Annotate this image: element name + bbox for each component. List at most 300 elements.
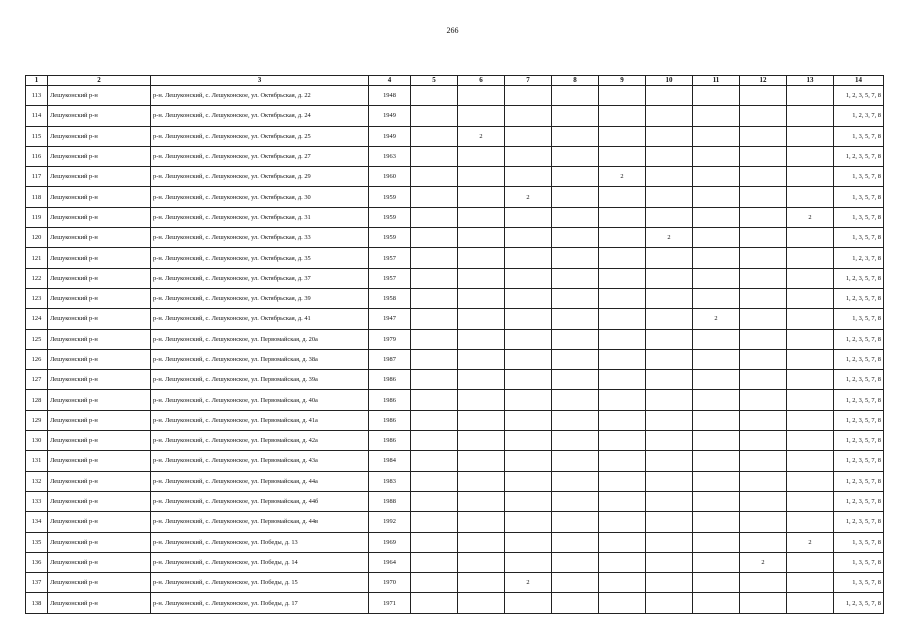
- row-number-cell: 138: [26, 593, 48, 613]
- header-cell: 4: [369, 76, 411, 86]
- mark-cell: [411, 228, 458, 248]
- mark-cell: [646, 248, 693, 268]
- mark-cell: [599, 349, 646, 369]
- mark-cell: 2: [787, 532, 834, 552]
- mark-cell: [599, 329, 646, 349]
- codes-cell: 1, 3, 5, 7, 8: [834, 187, 884, 207]
- address-cell: р-н. Лешуконский, с. Лешуконское, ул. Октябрьская, д. 25: [151, 126, 369, 146]
- address-cell: р-н. Лешуконский, с. Лешуконское, ул. Октябрьская, д. 29: [151, 167, 369, 187]
- mark-cell: [505, 86, 552, 106]
- mark-cell: [458, 532, 505, 552]
- mark-cell: [646, 471, 693, 491]
- district-cell: Лешуконский р-н: [48, 532, 151, 552]
- mark-cell: [646, 268, 693, 288]
- mark-cell: [552, 228, 599, 248]
- mark-cell: [458, 593, 505, 613]
- codes-cell: 1, 3, 5, 7, 8: [834, 309, 884, 329]
- district-cell: Лешуконский р-н: [48, 410, 151, 430]
- mark-cell: 2: [505, 573, 552, 593]
- row-number-cell: 116: [26, 146, 48, 166]
- mark-cell: [787, 349, 834, 369]
- district-cell: Лешуконский р-н: [48, 512, 151, 532]
- mark-cell: [646, 593, 693, 613]
- mark-cell: [458, 390, 505, 410]
- mark-cell: [411, 390, 458, 410]
- mark-cell: [646, 431, 693, 451]
- mark-cell: [646, 309, 693, 329]
- mark-cell: [411, 471, 458, 491]
- mark-cell: [552, 167, 599, 187]
- mark-cell: [411, 187, 458, 207]
- codes-cell: 1, 2, 3, 5, 7, 8: [834, 431, 884, 451]
- mark-cell: [411, 552, 458, 572]
- mark-cell: [740, 431, 787, 451]
- mark-cell: [599, 491, 646, 511]
- codes-cell: 1, 2, 3, 5, 7, 8: [834, 370, 884, 390]
- mark-cell: [411, 268, 458, 288]
- mark-cell: [693, 288, 740, 308]
- address-cell: р-н. Лешуконский, с. Лешуконское, ул. Первомайская, д. 44б: [151, 491, 369, 511]
- mark-cell: [458, 431, 505, 451]
- mark-cell: [740, 349, 787, 369]
- year-cell: 1949: [369, 126, 411, 146]
- mark-cell: [552, 288, 599, 308]
- mark-cell: [599, 86, 646, 106]
- row-number-cell: 129: [26, 410, 48, 430]
- mark-cell: [599, 451, 646, 471]
- mark-cell: [505, 207, 552, 227]
- mark-cell: [505, 288, 552, 308]
- building-registry-table: [25, 75, 884, 614]
- mark-cell: [646, 146, 693, 166]
- codes-cell: 1, 2, 3, 7, 8: [834, 248, 884, 268]
- year-cell: 1959: [369, 187, 411, 207]
- mark-cell: [411, 532, 458, 552]
- address-cell: р-н. Лешуконский, с. Лешуконское, ул. Октябрьская, д. 35: [151, 248, 369, 268]
- address-cell: р-н. Лешуконский, с. Лешуконское, ул. Первомайская, д. 40а: [151, 390, 369, 410]
- codes-cell: 1, 3, 5, 7, 8: [834, 126, 884, 146]
- year-cell: 1979: [369, 329, 411, 349]
- table-row: [26, 370, 884, 390]
- mark-cell: [787, 309, 834, 329]
- mark-cell: [505, 349, 552, 369]
- mark-cell: [505, 491, 552, 511]
- mark-cell: [505, 410, 552, 430]
- mark-cell: [787, 268, 834, 288]
- mark-cell: 2: [646, 228, 693, 248]
- mark-cell: [740, 228, 787, 248]
- header-row: [26, 76, 884, 86]
- mark-cell: [505, 512, 552, 532]
- mark-cell: [646, 573, 693, 593]
- mark-cell: [552, 512, 599, 532]
- address-cell: р-н. Лешуконский, с. Лешуконское, ул. Первомайская, д. 41а: [151, 410, 369, 430]
- mark-cell: [458, 207, 505, 227]
- mark-cell: [599, 309, 646, 329]
- mark-cell: [505, 126, 552, 146]
- mark-cell: [787, 126, 834, 146]
- mark-cell: [693, 349, 740, 369]
- mark-cell: [411, 573, 458, 593]
- codes-cell: 1, 2, 3, 5, 7, 8: [834, 268, 884, 288]
- mark-cell: [693, 167, 740, 187]
- year-cell: 1986: [369, 431, 411, 451]
- year-cell: 1959: [369, 207, 411, 227]
- mark-cell: [552, 106, 599, 126]
- header-cell: 10: [646, 76, 693, 86]
- year-cell: 1986: [369, 370, 411, 390]
- year-cell: 1969: [369, 532, 411, 552]
- mark-cell: [411, 106, 458, 126]
- header-cell: 3: [151, 76, 369, 86]
- mark-cell: [458, 491, 505, 511]
- year-cell: 1984: [369, 451, 411, 471]
- row-number-cell: 115: [26, 126, 48, 146]
- mark-cell: [646, 167, 693, 187]
- mark-cell: [646, 410, 693, 430]
- mark-cell: 2: [787, 207, 834, 227]
- mark-cell: [693, 248, 740, 268]
- mark-cell: [505, 370, 552, 390]
- table-row: [26, 431, 884, 451]
- table-row: [26, 349, 884, 369]
- row-number-cell: 127: [26, 370, 48, 390]
- mark-cell: [740, 309, 787, 329]
- mark-cell: [740, 126, 787, 146]
- year-cell: 1986: [369, 390, 411, 410]
- mark-cell: [411, 207, 458, 227]
- district-cell: Лешуконский р-н: [48, 491, 151, 511]
- year-cell: 1986: [369, 410, 411, 430]
- row-number-cell: 124: [26, 309, 48, 329]
- table-row: [26, 167, 884, 187]
- mark-cell: [411, 126, 458, 146]
- table-row: [26, 187, 884, 207]
- district-cell: Лешуконский р-н: [48, 451, 151, 471]
- table-body: [26, 86, 884, 614]
- mark-cell: [505, 431, 552, 451]
- header-cell: 2: [48, 76, 151, 86]
- mark-cell: [787, 451, 834, 471]
- codes-cell: 1, 2, 3, 7, 8: [834, 106, 884, 126]
- mark-cell: [693, 207, 740, 227]
- mark-cell: [646, 288, 693, 308]
- row-number-cell: 114: [26, 106, 48, 126]
- mark-cell: [646, 512, 693, 532]
- row-number-cell: 121: [26, 248, 48, 268]
- mark-cell: [552, 309, 599, 329]
- mark-cell: [505, 593, 552, 613]
- codes-cell: 1, 3, 5, 7, 8: [834, 207, 884, 227]
- table-row: [26, 512, 884, 532]
- mark-cell: [505, 552, 552, 572]
- row-number-cell: 134: [26, 512, 48, 532]
- mark-cell: [599, 268, 646, 288]
- mark-cell: [505, 248, 552, 268]
- mark-cell: [787, 248, 834, 268]
- mark-cell: [693, 573, 740, 593]
- mark-cell: [599, 187, 646, 207]
- mark-cell: [599, 512, 646, 532]
- mark-cell: [787, 431, 834, 451]
- row-number-cell: 119: [26, 207, 48, 227]
- mark-cell: [646, 451, 693, 471]
- mark-cell: [740, 471, 787, 491]
- mark-cell: [552, 86, 599, 106]
- year-cell: 1957: [369, 268, 411, 288]
- mark-cell: [740, 532, 787, 552]
- mark-cell: [411, 410, 458, 430]
- address-cell: р-н. Лешуконский, с. Лешуконское, ул. Победы, д. 13: [151, 532, 369, 552]
- codes-cell: 1, 2, 3, 5, 7, 8: [834, 329, 884, 349]
- mark-cell: [787, 552, 834, 572]
- table-row: [26, 207, 884, 227]
- mark-cell: [740, 512, 787, 532]
- year-cell: 1958: [369, 288, 411, 308]
- mark-cell: [646, 552, 693, 572]
- mark-cell: [552, 431, 599, 451]
- codes-cell: 1, 2, 3, 5, 7, 8: [834, 451, 884, 471]
- mark-cell: [787, 471, 834, 491]
- district-cell: Лешуконский р-н: [48, 228, 151, 248]
- district-cell: Лешуконский р-н: [48, 390, 151, 410]
- mark-cell: [787, 86, 834, 106]
- header-cell: 9: [599, 76, 646, 86]
- codes-cell: 1, 2, 3, 5, 7, 8: [834, 349, 884, 369]
- table-row: [26, 471, 884, 491]
- header-cell: 8: [552, 76, 599, 86]
- district-cell: Лешуконский р-н: [48, 106, 151, 126]
- mark-cell: [552, 573, 599, 593]
- table-row: [26, 593, 884, 613]
- mark-cell: [646, 207, 693, 227]
- mark-cell: [693, 329, 740, 349]
- mark-cell: [505, 329, 552, 349]
- mark-cell: [552, 207, 599, 227]
- table-row: [26, 228, 884, 248]
- address-cell: р-н. Лешуконский, с. Лешуконское, ул. Первомайская, д. 38а: [151, 349, 369, 369]
- mark-cell: [693, 431, 740, 451]
- mark-cell: [740, 491, 787, 511]
- row-number-cell: 117: [26, 167, 48, 187]
- mark-cell: [458, 512, 505, 532]
- table-row: [26, 126, 884, 146]
- table-row: [26, 573, 884, 593]
- mark-cell: [458, 349, 505, 369]
- address-cell: р-н. Лешуконский, с. Лешуконское, ул. Первомайская, д. 43а: [151, 451, 369, 471]
- mark-cell: [552, 146, 599, 166]
- table-row: [26, 532, 884, 552]
- mark-cell: 2: [740, 552, 787, 572]
- year-cell: 1988: [369, 491, 411, 511]
- row-number-cell: 113: [26, 86, 48, 106]
- mark-cell: [787, 410, 834, 430]
- mark-cell: [505, 167, 552, 187]
- mark-cell: [787, 288, 834, 308]
- district-cell: Лешуконский р-н: [48, 167, 151, 187]
- year-cell: 1957: [369, 248, 411, 268]
- address-cell: р-н. Лешуконский, с. Лешуконское, ул. Первомайская, д. 44а: [151, 471, 369, 491]
- mark-cell: [411, 491, 458, 511]
- header-cell: 12: [740, 76, 787, 86]
- mark-cell: [411, 512, 458, 532]
- mark-cell: [458, 248, 505, 268]
- mark-cell: [552, 349, 599, 369]
- year-cell: 1970: [369, 573, 411, 593]
- row-number-cell: 137: [26, 573, 48, 593]
- mark-cell: [458, 106, 505, 126]
- table-row: [26, 451, 884, 471]
- mark-cell: [787, 390, 834, 410]
- year-cell: 1987: [369, 349, 411, 369]
- row-number-cell: 125: [26, 329, 48, 349]
- year-cell: 1949: [369, 106, 411, 126]
- codes-cell: 1, 2, 3, 5, 7, 8: [834, 593, 884, 613]
- codes-cell: 1, 2, 3, 5, 7, 8: [834, 410, 884, 430]
- table-row: [26, 390, 884, 410]
- row-number-cell: 130: [26, 431, 48, 451]
- address-cell: р-н. Лешуконский, с. Лешуконское, ул. Октябрьская, д. 37: [151, 268, 369, 288]
- codes-cell: 1, 2, 3, 5, 7, 8: [834, 288, 884, 308]
- address-cell: р-н. Лешуконский, с. Лешуконское, ул. Октябрьская, д. 33: [151, 228, 369, 248]
- mark-cell: [411, 329, 458, 349]
- mark-cell: [411, 248, 458, 268]
- mark-cell: [787, 370, 834, 390]
- row-number-cell: 122: [26, 268, 48, 288]
- mark-cell: [411, 451, 458, 471]
- mark-cell: [693, 146, 740, 166]
- mark-cell: [693, 451, 740, 471]
- year-cell: 1963: [369, 146, 411, 166]
- mark-cell: [599, 207, 646, 227]
- mark-cell: [552, 268, 599, 288]
- mark-cell: [458, 228, 505, 248]
- mark-cell: [505, 309, 552, 329]
- table-row: [26, 106, 884, 126]
- year-cell: 1964: [369, 552, 411, 572]
- mark-cell: [693, 532, 740, 552]
- mark-cell: [458, 86, 505, 106]
- year-cell: 1948: [369, 86, 411, 106]
- row-number-cell: 128: [26, 390, 48, 410]
- mark-cell: [505, 106, 552, 126]
- mark-cell: [458, 410, 505, 430]
- mark-cell: [646, 390, 693, 410]
- mark-cell: [458, 329, 505, 349]
- mark-cell: [740, 86, 787, 106]
- mark-cell: [646, 491, 693, 511]
- table-row: [26, 248, 884, 268]
- mark-cell: [599, 593, 646, 613]
- district-cell: Лешуконский р-н: [48, 86, 151, 106]
- header-cell: 6: [458, 76, 505, 86]
- district-cell: Лешуконский р-н: [48, 126, 151, 146]
- mark-cell: [458, 451, 505, 471]
- mark-cell: [693, 552, 740, 572]
- mark-cell: [599, 552, 646, 572]
- mark-cell: [740, 288, 787, 308]
- mark-cell: [505, 146, 552, 166]
- mark-cell: [411, 431, 458, 451]
- district-cell: Лешуконский р-н: [48, 471, 151, 491]
- codes-cell: 1, 2, 3, 5, 7, 8: [834, 86, 884, 106]
- mark-cell: [646, 329, 693, 349]
- row-number-cell: 136: [26, 552, 48, 572]
- mark-cell: [458, 370, 505, 390]
- mark-cell: [787, 491, 834, 511]
- header-cell: 11: [693, 76, 740, 86]
- mark-cell: 2: [505, 187, 552, 207]
- address-cell: р-н. Лешуконский, с. Лешуконское, ул. Победы, д. 17: [151, 593, 369, 613]
- address-cell: р-н. Лешуконский, с. Лешуконское, ул. Октябрьская, д. 24: [151, 106, 369, 126]
- mark-cell: [787, 228, 834, 248]
- header-cell: 1: [26, 76, 48, 86]
- codes-cell: 1, 3, 5, 7, 8: [834, 573, 884, 593]
- mark-cell: [458, 187, 505, 207]
- mark-cell: [552, 187, 599, 207]
- mark-cell: [740, 593, 787, 613]
- mark-cell: [740, 573, 787, 593]
- mark-cell: 2: [458, 126, 505, 146]
- mark-cell: [458, 146, 505, 166]
- mark-cell: [787, 593, 834, 613]
- mark-cell: [740, 370, 787, 390]
- year-cell: 1959: [369, 228, 411, 248]
- mark-cell: [787, 167, 834, 187]
- mark-cell: [458, 309, 505, 329]
- mark-cell: [599, 248, 646, 268]
- mark-cell: [693, 268, 740, 288]
- mark-cell: [646, 86, 693, 106]
- district-cell: Лешуконский р-н: [48, 288, 151, 308]
- mark-cell: [552, 248, 599, 268]
- mark-cell: [740, 248, 787, 268]
- mark-cell: [552, 552, 599, 572]
- mark-cell: [740, 390, 787, 410]
- mark-cell: [599, 106, 646, 126]
- mark-cell: [693, 491, 740, 511]
- mark-cell: [505, 228, 552, 248]
- mark-cell: [552, 532, 599, 552]
- row-number-cell: 118: [26, 187, 48, 207]
- mark-cell: [458, 288, 505, 308]
- codes-cell: 1, 3, 5, 7, 8: [834, 167, 884, 187]
- address-cell: р-н. Лешуконский, с. Лешуконское, ул. Первомайская, д. 42а: [151, 431, 369, 451]
- mark-cell: [411, 593, 458, 613]
- mark-cell: [693, 370, 740, 390]
- mark-cell: [693, 410, 740, 430]
- mark-cell: [740, 106, 787, 126]
- district-cell: Лешуконский р-н: [48, 146, 151, 166]
- mark-cell: [740, 329, 787, 349]
- year-cell: 1983: [369, 471, 411, 491]
- row-number-cell: 123: [26, 288, 48, 308]
- mark-cell: [693, 390, 740, 410]
- mark-cell: [740, 207, 787, 227]
- district-cell: Лешуконский р-н: [48, 370, 151, 390]
- mark-cell: [458, 552, 505, 572]
- mark-cell: [411, 288, 458, 308]
- mark-cell: [411, 370, 458, 390]
- district-cell: Лешуконский р-н: [48, 187, 151, 207]
- mark-cell: [411, 349, 458, 369]
- mark-cell: [599, 471, 646, 491]
- mark-cell: [646, 106, 693, 126]
- page-number: 266: [446, 26, 459, 35]
- mark-cell: [458, 573, 505, 593]
- table-row: [26, 552, 884, 572]
- year-cell: 1971: [369, 593, 411, 613]
